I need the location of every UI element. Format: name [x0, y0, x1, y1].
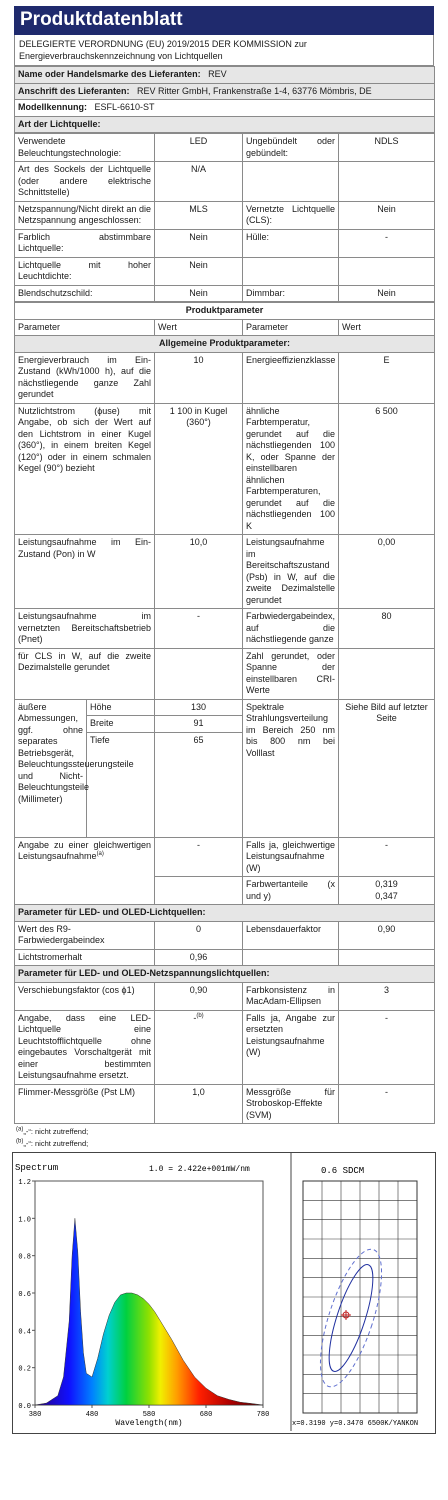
param-row [15, 1084, 435, 1124]
dimension-row [15, 699, 435, 716]
stroboscopic-label: Messgröße für Stroboskop-Effekte (SVM) [243, 1084, 339, 1124]
y-tick-label: 1.0 [18, 1216, 31, 1225]
envelope-label: Hülle: [243, 229, 339, 257]
lumen-maintenance-value: 0,96 [155, 949, 243, 966]
cri-cont-label: Zahl gerundet, oder Spanne der einstellbaren CRI-Werte [243, 648, 339, 699]
sdcm-grid [303, 1181, 417, 1413]
footnote-text: „-“: nicht zutreffend; [23, 1139, 89, 1148]
dimmable-label: Dimmbar: [243, 285, 339, 302]
high-luminance-value: Nein [155, 257, 243, 285]
x-tick-label: 780 [256, 1411, 270, 1419]
chromaticity-x: 0,319 [375, 879, 398, 889]
supplier-name-value: REV [208, 69, 227, 79]
param-row [15, 837, 435, 877]
supplier-name-label: Name oder Handelsmarke des Lieferanten: [18, 69, 201, 79]
tunable-label: Farblich abstimmbare Lichtquelle: [15, 229, 155, 257]
empty-cell [155, 877, 243, 905]
replacement-value [155, 1010, 243, 1084]
colour-consistency-label: Farbkonsistenz in MacAdam-Ellipsen [243, 982, 339, 1010]
light-source-type-header: Art der Lichtquelle: [15, 116, 435, 133]
directional-label: Ungebündelt oder gebündelt: [243, 134, 339, 162]
networked-standby-label: Leistungsaufnahme im vernetzten Bereitschaftsbetrieb (Pnet) [15, 609, 155, 649]
replaced-power-value: - [339, 1010, 435, 1084]
supplier-name-row [15, 67, 435, 84]
datasheet [14, 6, 434, 1152]
mains-label: Netzspannung/Nicht direkt an die Netzspannung angeschlossen: [15, 201, 155, 229]
led-parameters-header: Parameter für LED- und OLED-Lichtquellen: [15, 905, 435, 922]
equivalent-power-w-label: Falls ja, gleichwertige Leistungsaufnahme (W) [243, 837, 339, 877]
param-row [15, 949, 435, 966]
empty-cell [339, 949, 435, 966]
cri-value: 80 [339, 609, 435, 649]
equivalent-power-value: - [155, 837, 243, 877]
flicker-label: Flimmer-Messgröße (Pst LM) [15, 1084, 155, 1124]
chromaticity-y: 0,347 [375, 890, 398, 901]
energy-class-value: E [339, 352, 435, 403]
y-tick-label: 0.8 [18, 1253, 31, 1262]
on-mode-power-label: Leistungsaufnahme im Ein-Zustand (Pon) in W [15, 535, 155, 609]
dimmable-value: Nein [339, 285, 435, 302]
empty-cell [339, 648, 435, 699]
standby-power-label: Leistungsaufnahme im Bereitschaftszustand (Psb) in W, auf die zweite Dezimalstelle gerundet [243, 535, 339, 609]
sdcm-chart [291, 1153, 435, 1431]
param-row [15, 1010, 435, 1084]
equivalent-power-w-value: - [339, 837, 435, 877]
footnote-mark: (a) [16, 1126, 24, 1133]
spectrum-title: 1.0 = 2.422e+001mW/nm [149, 1165, 250, 1174]
footnote [16, 1138, 432, 1150]
supplier-address-row [15, 83, 435, 100]
param-row [15, 648, 435, 699]
luminous-flux-value: 1 100 in Kugel (360°) [155, 403, 243, 535]
footnotes [14, 1124, 434, 1152]
chromaticity-label: Farbwertanteile (x und y) [243, 877, 339, 905]
spectrum-value: Siehe Bild auf letzter Seite [339, 699, 435, 837]
empty-cell [339, 257, 435, 285]
param-row [15, 982, 435, 1010]
type-row [15, 229, 435, 257]
r9-value: 0 [155, 921, 243, 949]
dimension-name: Breite [87, 716, 155, 733]
empty-cell [243, 257, 339, 285]
y-tick-label: 0.2 [18, 1365, 31, 1374]
cls-label: Vernetzte Lichtquelle (CLS): [243, 201, 339, 229]
socket-label: Art des Sockels der Lichtquelle (oder andere elektrische Schnittstelle) [15, 162, 155, 202]
measurement-charts [12, 1152, 436, 1434]
column-header-value: Wert [339, 319, 435, 336]
regulation-intro: DELEGIERTE VERORDNUNG (EU) 2019/2015 DER KOMMISSION zur Energieverbrauchskennzeichnung von Lichtquellen [14, 35, 434, 66]
sdcm-title: 0.6 SDCM [321, 1166, 365, 1176]
equivalent-power-text: Angabe zu einer gleichwertigen Leistungsaufnahme [18, 839, 151, 861]
energy-consumption-value: 10 [155, 352, 243, 403]
replaced-power-label: Falls ja, Angabe zur ersetzten Leistungsaufnahme (W) [243, 1010, 339, 1084]
x-tick-label: 580 [142, 1411, 156, 1419]
socket-value: N/A [155, 162, 243, 202]
footnote-mark: (b) [16, 1138, 24, 1145]
spectrum-xlabel: Wavelength(nm) [115, 1419, 183, 1428]
mains-parameters-header: Parameter für LED- und OLED-Netzspannungslichtquellen: [15, 966, 435, 983]
sdcm-caption: x=0.3190 y=0.3470 6500K/YANKON [292, 1420, 419, 1428]
glare-shield-value: Nein [155, 285, 243, 302]
cri-label: Farbwiedergabeindex, auf die nächstliegende ganze [243, 609, 339, 649]
r9-label: Wert des R9-Farbwiedergabeindex [15, 921, 155, 949]
dimension-name: Tiefe [87, 732, 155, 837]
empty-cell [155, 648, 243, 699]
technology-value: LED [155, 134, 243, 162]
type-row [15, 134, 435, 162]
chromaticity-value [339, 877, 435, 905]
type-row [15, 201, 435, 229]
dimension-value: 130 [155, 699, 243, 716]
y-tick-label: 0.6 [18, 1291, 31, 1299]
glare-shield-label: Blendschutzschild: [15, 285, 155, 302]
equivalent-power-label [15, 837, 155, 905]
footnote-mark: (a) [96, 851, 104, 857]
type-row [15, 285, 435, 302]
on-mode-power-value: 10,0 [155, 535, 243, 609]
stroboscopic-value: - [339, 1084, 435, 1124]
supplier-address-value: REV Ritter GmbH, Frankenstraße 1-4, 63776 Mömbris, DE [137, 85, 372, 96]
directional-value: NDLS [339, 134, 435, 162]
footnote [16, 1126, 432, 1138]
general-parameters-header: Allgemeine Produktparameter: [15, 336, 435, 353]
spectrum-ylabel: Spectrum [15, 1163, 59, 1173]
networked-standby-cont-label: für CLS in W, auf die zweite Dezimalstelle gerundet [15, 648, 155, 699]
product-parameters-header: Produktparameter [15, 303, 435, 320]
cct-label: ähnliche Farbtemperatur, gerundet auf die nächstliegenden 100 K, oder Spanne der einstellbaren ähnlichen Farbtemperaturen, gerundet auf die nächstliegenden 100 K [243, 403, 339, 535]
param-row [15, 535, 435, 609]
flicker-value: 1,0 [155, 1084, 243, 1124]
empty-cell [243, 949, 339, 966]
colour-consistency-value: 3 [339, 982, 435, 1010]
model-value: ESFL-6610-ST [94, 102, 155, 112]
empty-cell [243, 162, 339, 202]
x-tick-label: 680 [199, 1411, 213, 1419]
luminous-flux-label: Nutzlichtstrom (ϕuse) mit Angabe, ob sich der Wert auf den Lichtstrom in einer Kugel (360°), in einem breiten Kegel (120°) oder in einem schmalen Kegel (90°) bezieht [15, 403, 155, 535]
param-row [15, 609, 435, 649]
dimension-name: Höhe [87, 699, 155, 716]
product-parameters-table [14, 302, 435, 1124]
survival-factor-label: Lebensdauerfaktor [243, 921, 339, 949]
macadam-ellipse-outer [308, 1243, 394, 1394]
y-tick-label: 0.4 [18, 1328, 31, 1337]
cct-value: 6 500 [339, 403, 435, 535]
param-row [15, 352, 435, 403]
standby-power-value: 0,00 [339, 535, 435, 609]
energy-consumption-label: Energieverbrauch im Ein-Zustand (kWh/1000 h), auf die nächstliegende ganze Zahl gerundet [15, 352, 155, 403]
y-tick-label: 1.2 [18, 1179, 31, 1187]
displacement-factor-value: 0,90 [155, 982, 243, 1010]
envelope-value: - [339, 229, 435, 257]
tunable-value: Nein [155, 229, 243, 257]
column-header-parameter: Parameter [243, 319, 339, 336]
replacement-value-text: - [193, 1012, 197, 1023]
mains-value: MLS [155, 201, 243, 229]
column-header-parameter: Parameter [15, 319, 155, 336]
dimensions-label: äußere Abmessungen, ggf. ohne separates Betriebsgerät, Beleuchtungssteuerungsteile und Nicht-Beleuchtungsteile (Millimeter) [15, 699, 87, 837]
energy-class-label: Energieeffizienzklasse [243, 352, 339, 403]
cls-value: Nein [339, 201, 435, 229]
spectrum-chart [13, 1153, 285, 1431]
networked-standby-value: - [155, 609, 243, 649]
footnote-mark: (b) [196, 1012, 204, 1019]
footnote-text: „-“: nicht zutreffend; [23, 1127, 89, 1136]
type-row [15, 162, 435, 202]
param-row [15, 403, 435, 535]
x-tick-label: 480 [85, 1411, 99, 1419]
light-source-type-table [14, 133, 435, 302]
empty-cell [339, 162, 435, 202]
supplier-table [14, 66, 435, 133]
technology-label: Verwendete Beleuchtungstechnologie: [15, 134, 155, 162]
high-luminance-label: Lichtquelle mit hoher Leuchtdichte: [15, 257, 155, 285]
model-label: Modellkennung: [18, 102, 87, 112]
dimension-value: 91 [155, 716, 243, 733]
column-header-row [15, 319, 435, 336]
type-row [15, 257, 435, 285]
survival-factor-value: 0,90 [339, 921, 435, 949]
x-tick-label: 380 [28, 1411, 42, 1419]
supplier-address-label: Anschrift des Lieferanten: [18, 85, 130, 96]
replacement-label: Angabe, dass eine LED-Lichtquelle eine Leuchtstofflichtquelle ohne eingebautes Vorschaltgerät mit einer bestimmten Leistungsaufnahme ersetzt. [15, 1010, 155, 1084]
spectrum-label: Spektrale Strahlungsverteilung im Bereich 250 nm bis 800 nm bei Volllast [243, 699, 339, 837]
displacement-factor-label: Verschiebungsfaktor (cos ϕ1) [15, 982, 155, 1010]
y-tick-label: 0.0 [18, 1403, 31, 1411]
model-row [15, 100, 435, 117]
lumen-maintenance-label: Lichtstromerhalt [15, 949, 155, 966]
page-title: Produktdatenblatt [14, 6, 434, 35]
param-row [15, 921, 435, 949]
column-header-value: Wert [155, 319, 243, 336]
dimension-value: 65 [155, 732, 243, 837]
